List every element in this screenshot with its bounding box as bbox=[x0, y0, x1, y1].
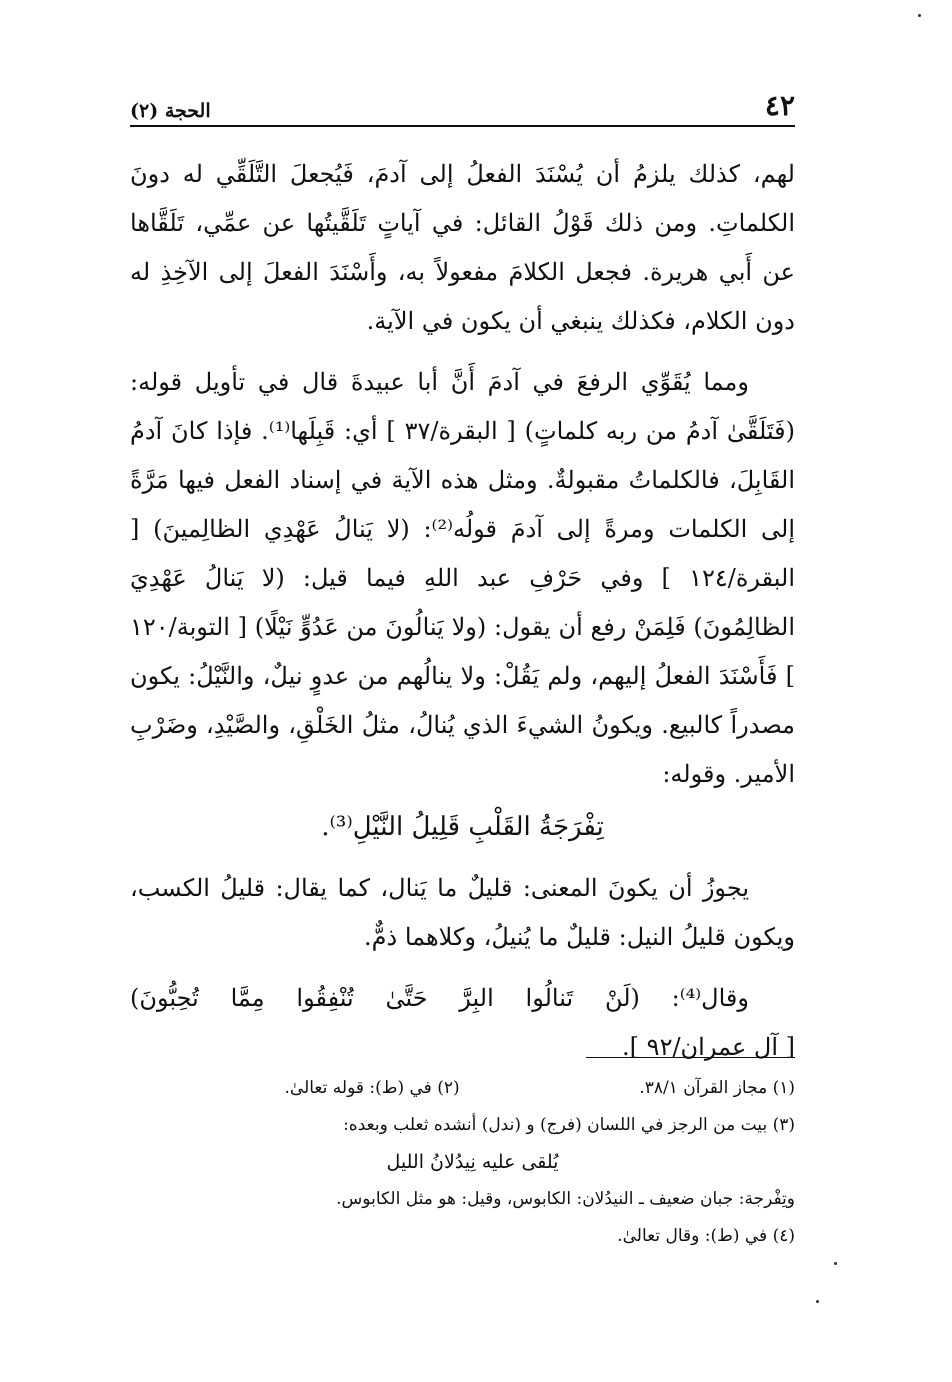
paragraph-4-line-2: [ آل عمران/٩٢ ]. bbox=[622, 1033, 795, 1061]
footnote-3-verse: يُلقى عليه نِيدُلانُ الليل bbox=[386, 1151, 559, 1173]
footnote-1: (١) مجاز القرآن ٣٨/١. bbox=[639, 1078, 795, 1098]
footnote-2: (٢) في (ط): قوله تعالىٰ. bbox=[284, 1078, 460, 1098]
footnote-row-1 bbox=[150, 1070, 795, 1107]
footnotes bbox=[150, 1070, 795, 1255]
running-title: الحجة (٢) bbox=[130, 100, 211, 122]
page-header bbox=[130, 88, 795, 122]
header-rule bbox=[130, 125, 795, 127]
footnote-3: (٣) بيت من الرجز في اللسان (فرج) و (ندل) أنشده ثعلب وبعده: bbox=[343, 1115, 795, 1135]
footnote-4: (٤) في (ط): وقال تعالىٰ. bbox=[617, 1226, 795, 1246]
paragraph-2: ومما يُقَوِّي الرفعَ في آدمَ أَنَّ أبا عبيدةَ قال في تأويل قوله: (فَتَلَقَّىٰ آدمُ من ربه كلماتٍ) [ البقرة/٣٧ ] أي: قَبِلَها⁽¹⁾. فإذا كانَ آدمُ القَابِلَ، فالكلماتُ مقبولةٌ. ومثل هذه الآية في إسناد الفعل فيها مَرَّةً إلى الكلمات ومرةً إلى آدمَ قولُه⁽²⁾: (لا يَنالُ عَهْدِي الظالِمينَ) [ البقرة/١٢٤ ] وفي حَرْفِ عبد اللهِ فيما قيل: (لا يَنالُ عَهْدِيَ الظالِمُونَ) فَلِمَنْ رفع أن يقول: (ولا يَنالُونَ من عَدُوٍّ نَيْلًا) [ التوبة/١٢٠ ] فَأَسْنَدَ الفعلُ إليهم، ولم يَقُلْ: ولا ينالُهم من عدوٍ نيلٌ، والنَّيْلُ: يكون مصدراً كالبيع. ويكونُ الشيءَ الذي يُنالُ، مثلُ الخَلْقِ، والصَّيْدِ، وضَرْبِ الأمير. وقوله: bbox=[130, 368, 796, 788]
main-text bbox=[130, 150, 795, 1072]
paragraph-3: يجوزُ أن يكونَ المعنى: قليلٌ ما يَنال، كما يقال: قليلُ الكسب، ويكون قليلُ النيل: قليلٌ ما يُنيلُ، وكلاهما ذمٌّ. bbox=[130, 874, 795, 951]
scan-speck bbox=[918, 14, 921, 17]
scan-speck bbox=[834, 1262, 837, 1265]
paragraph-4-line-1: وقال⁽⁴⁾: (لَنْ تَنالُوا البِرَّ حَتَّىٰ تُنْفِقُوا مِمَّا تُحِبُّونَ) bbox=[130, 984, 749, 1012]
page-number: ٤٢ bbox=[764, 89, 795, 122]
scan-speck bbox=[816, 1300, 819, 1303]
footnote-rule bbox=[586, 1057, 795, 1058]
poetry-verse: تِفْرَجَةُ القَلْبِ قَلِيلُ النَّيْلِ⁽³⁾. bbox=[321, 812, 604, 842]
footnote-3-gloss: وتِفْرجة: جبان ضعيف ـ النيدُلان: الكابوس، وقيل: هو مثل الكابوس. bbox=[336, 1189, 795, 1209]
paragraph-1: لهم، كذلك يلزمُ أن يُسْنَدَ الفعلُ إلى آدمَ، فَيُجعلَ التَّلَقِّي له دونَ الكلماتِ. ومن ذلك قَوْلُ القائل: في آياتٍ تَلَقَّيتُها عن عمِّي، تَلَقَّاها عن أَبي هريرة. فجعل الكلامَ مفعولاً به، وأَسْنَدَ الفعلَ إلى الآخِذِ له دون الكلام، فكذلك ينبغي أن يكون في الآية. bbox=[130, 160, 795, 335]
